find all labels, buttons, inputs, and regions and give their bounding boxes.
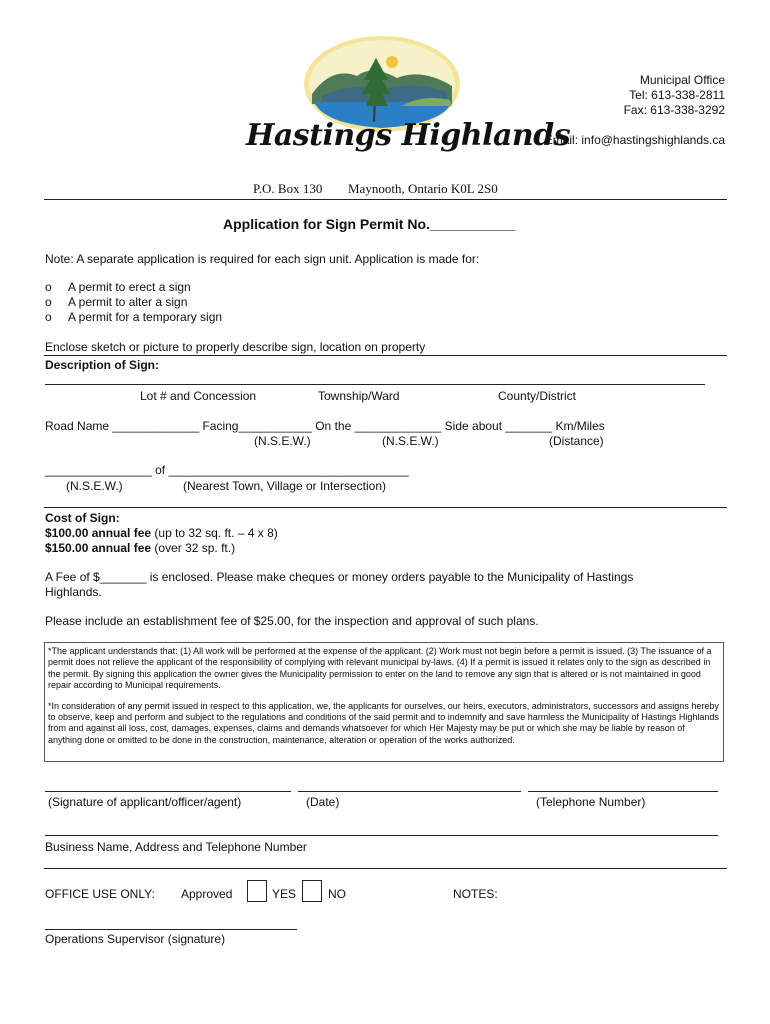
mailing-address: Maynooth, Ontario K0L 2S0 xyxy=(348,181,498,196)
applicant-signature-line[interactable] xyxy=(45,791,291,792)
form-title: Application for Sign Permit No.___________ xyxy=(223,216,516,232)
yes-checkbox[interactable] xyxy=(247,880,267,902)
facing-nsew-label: (N.S.E.W.) xyxy=(254,434,311,448)
office-label: Municipal Office xyxy=(639,73,725,87)
fee-large-amount: $150.00 annual fee xyxy=(45,541,152,555)
fee-small-amount: $100.00 annual fee xyxy=(45,526,152,540)
lot-label: Lot # and Concession xyxy=(140,389,257,403)
distance-label: (Distance) xyxy=(549,434,604,448)
notes-label: NOTES: xyxy=(453,887,498,901)
description-label: Description of Sign: xyxy=(45,358,159,372)
supervisor-signature-line[interactable] xyxy=(45,929,297,930)
option-erect[interactable] xyxy=(45,280,222,295)
location-input-line[interactable] xyxy=(45,384,705,385)
business-label: Business Name, Address and Telephone Number xyxy=(45,840,307,854)
note-text: Note: A separate application is required for each sign unit. Application is made for: xyxy=(45,252,480,266)
cost-heading: Cost of Sign: xyxy=(45,511,120,525)
office-email: Email: info@hastingshighlands.ca xyxy=(544,133,725,147)
telephone-label: (Telephone Number) xyxy=(536,795,646,809)
nearest-town-label: (Nearest Town, Village or Intersection) xyxy=(183,479,386,493)
option-label: A permit to erect a sign xyxy=(68,280,191,294)
township-label: Township/Ward xyxy=(318,389,400,403)
yes-label: YES xyxy=(272,887,297,901)
option-alter[interactable] xyxy=(45,295,222,310)
approved-label: Approved xyxy=(181,887,233,901)
date-line[interactable] xyxy=(298,791,521,792)
terms-box xyxy=(44,642,724,762)
road-line[interactable]: Road Name _____________ Facing___________ On the _____________ Side about _______ Km/Miles xyxy=(45,419,605,433)
terms-paragraph-1: *The applicant understands that: (1) All work will be performed at the expense of the applicant. (2) Work must not begin before a permit is issued. (3) The issuance of a permit does not relieve the applicant of the responsibility of complying with relevant municipal by-laws. (4) If a permit is issued it relates only to the sign as described in the permit. By signing this application the owner gives the Municipality permission to enter on the land to remove any sign that is altered or is not maintained in good repair according to Municipal requirements. xyxy=(48,646,712,691)
section-divider xyxy=(44,355,727,356)
section-divider xyxy=(44,507,727,508)
fee-enclosed-text-cont: Highlands. xyxy=(45,585,102,599)
supervisor-label: Operations Supervisor (signature) xyxy=(45,932,226,946)
applicant-signature-label: (Signature of applicant/officer/agent) xyxy=(48,795,242,809)
office-fax: Fax: 613-338-3292 xyxy=(623,103,725,117)
option-bullet: o xyxy=(45,310,52,324)
of-line[interactable]: ________________ of ____________________________________ xyxy=(45,463,409,477)
date-label: (Date) xyxy=(306,795,340,809)
option-label: A permit to alter a sign xyxy=(68,295,188,309)
establishment-fee-text: Please include an establishment fee of $25.00, for the inspection and approval of such plans. xyxy=(45,614,539,628)
enclose-instructions: Enclose sketch or picture to properly describe sign, location on property xyxy=(45,340,426,354)
business-line[interactable] xyxy=(45,835,718,836)
po-box: P.O. Box 130 xyxy=(253,181,323,196)
fee-small-sign xyxy=(45,526,278,540)
no-label: NO xyxy=(328,887,346,901)
telephone-line[interactable] xyxy=(528,791,718,792)
no-checkbox[interactable] xyxy=(302,880,322,902)
county-label: County/District xyxy=(498,389,577,403)
option-bullet: o xyxy=(45,280,52,294)
fee-small-detail: (up to 32 sq. ft. – 4 x 8) xyxy=(151,526,278,540)
brand-wordmark: Hastings Highlands xyxy=(246,118,571,153)
of-nsew-label: (N.S.E.W.) xyxy=(66,479,123,493)
terms-paragraph-2: *In consideration of any permit issued in respect to this application, we, the applicants for ourselves, our heirs, executors, administrators, successors and assigns hereby to observe, keep and perform and subject to the regulations and conditions of the said permit and to indemnify and save harmless the Municipality of Hastings Highlands from and against all loss, cost, damages, expenses, claims and demands whatsoever for which Her Majesty may be put or which she may be liable by reason of anything done or omitted to be done in the construction, maintenance, alteration or operation of the works authorized. xyxy=(48,700,719,745)
option-bullet: o xyxy=(45,295,52,309)
fee-enclosed-text: A Fee of $_______ is enclosed. Please make cheques or money orders payable to the Municipality of Hastings xyxy=(45,570,634,584)
office-use-divider xyxy=(44,868,727,869)
header-divider xyxy=(44,199,727,200)
permit-options xyxy=(45,280,222,325)
office-use-label: OFFICE USE ONLY: xyxy=(45,887,155,901)
option-label: A permit for a temporary sign xyxy=(68,310,223,324)
office-tel: Tel: 613-338-2811 xyxy=(629,88,725,102)
fee-large-sign xyxy=(45,541,235,555)
fee-large-detail: (over 32 sp. ft.) xyxy=(151,541,236,555)
side-nsew-label: (N.S.E.W.) xyxy=(382,434,439,448)
option-temporary[interactable] xyxy=(45,310,222,325)
